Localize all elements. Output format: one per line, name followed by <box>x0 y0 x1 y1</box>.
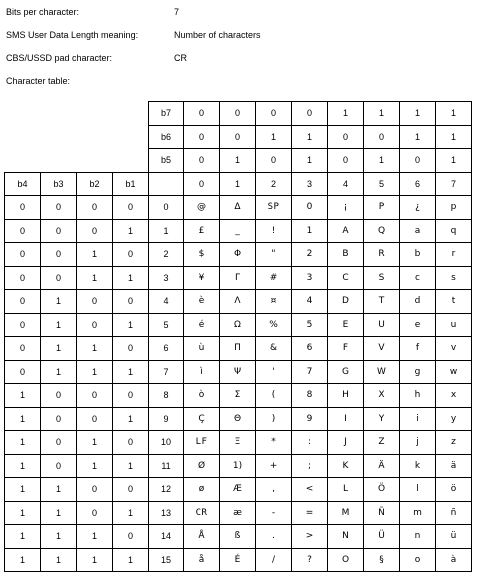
character-cell: " <box>256 243 292 267</box>
character-cell: E <box>328 313 364 337</box>
low-bit-header: b2 <box>77 172 113 196</box>
column-header: 3 <box>292 172 328 196</box>
character-cell: F <box>328 337 364 361</box>
character-cell: f <box>400 337 436 361</box>
high-bit-label: b7 <box>149 102 184 126</box>
character-cell: 5 <box>292 313 328 337</box>
character-cell: £ <box>184 219 220 243</box>
low-bit-value: 0 <box>77 196 113 220</box>
character-cell: # <box>256 266 292 290</box>
row-index: 2 <box>149 243 184 267</box>
character-cell: R <box>364 243 400 267</box>
low-bit-value: 0 <box>113 478 149 502</box>
low-bit-value: 0 <box>41 431 77 455</box>
character-cell: o <box>400 548 436 572</box>
character-cell: 1) <box>220 454 256 478</box>
low-bit-value: 0 <box>113 384 149 408</box>
character-cell: Q <box>364 219 400 243</box>
character-cell: M <box>328 501 364 525</box>
low-bit-value: 1 <box>5 454 41 478</box>
table-row <box>5 431 472 455</box>
low-bit-value: 0 <box>41 407 77 431</box>
character-cell: + <box>256 454 292 478</box>
high-bit-label: b6 <box>149 125 184 149</box>
character-cell: i <box>400 407 436 431</box>
table-row <box>5 266 472 290</box>
row-index: 11 <box>149 454 184 478</box>
character-cell: 0 <box>292 196 328 220</box>
low-bit-value: 0 <box>77 384 113 408</box>
character-cell: a <box>400 219 436 243</box>
row-index: 12 <box>149 478 184 502</box>
character-cell: V <box>364 337 400 361</box>
table-row <box>5 196 472 220</box>
table-caption-text: Character table: <box>6 76 71 86</box>
low-bit-value: 1 <box>41 313 77 337</box>
low-bit-value: 1 <box>113 360 149 384</box>
character-cell: z <box>436 431 472 455</box>
info-label: Bits per character: <box>6 7 80 17</box>
high-bit-value: 0 <box>184 149 220 173</box>
character-cell: > <box>292 525 328 549</box>
low-bit-value: 1 <box>5 548 41 572</box>
high-bit-value: 1 <box>292 149 328 173</box>
low-bit-value: 1 <box>77 548 113 572</box>
character-cell: L <box>328 478 364 502</box>
low-bit-value: 0 <box>41 243 77 267</box>
character-table-body <box>5 102 472 572</box>
low-bit-value: 0 <box>41 196 77 220</box>
character-cell: : <box>292 431 328 455</box>
character-cell: Ü <box>364 525 400 549</box>
high-bit-value: 1 <box>436 102 472 126</box>
character-cell: Φ <box>220 243 256 267</box>
high-bit-value: 0 <box>328 149 364 173</box>
low-bit-value: 1 <box>41 548 77 572</box>
character-cell: s <box>436 266 472 290</box>
low-bit-value: 1 <box>113 219 149 243</box>
character-cell: ø <box>184 478 220 502</box>
character-cell: C <box>328 266 364 290</box>
character-cell: 7 <box>292 360 328 384</box>
character-cell: Ñ <box>364 501 400 525</box>
character-cell: d <box>400 290 436 314</box>
row-index: 10 <box>149 431 184 455</box>
table-row <box>5 454 472 478</box>
character-cell: Ø <box>184 454 220 478</box>
character-cell: t <box>436 290 472 314</box>
low-bit-value: 1 <box>41 525 77 549</box>
table-row <box>5 548 472 572</box>
character-cell: ! <box>256 219 292 243</box>
low-bit-value: 1 <box>41 360 77 384</box>
low-bit-value: 0 <box>77 407 113 431</box>
character-cell: T <box>364 290 400 314</box>
high-bit-row <box>5 149 472 173</box>
character-cell: Π <box>220 337 256 361</box>
column-header-row <box>5 172 472 196</box>
character-cell: X <box>364 384 400 408</box>
character-cell: D <box>328 290 364 314</box>
character-cell: c <box>400 266 436 290</box>
character-cell: G <box>328 360 364 384</box>
character-cell: U <box>364 313 400 337</box>
table-row <box>5 337 472 361</box>
low-bit-value: 0 <box>5 266 41 290</box>
high-bit-value: 1 <box>400 125 436 149</box>
table-corner-blank <box>5 149 149 173</box>
table-row <box>5 501 472 525</box>
low-bit-value: 0 <box>77 219 113 243</box>
low-bit-value: 0 <box>113 337 149 361</box>
character-cell: p <box>436 196 472 220</box>
character-cell: < <box>292 478 328 502</box>
character-cell: n <box>400 525 436 549</box>
character-cell: ü <box>436 525 472 549</box>
low-bit-value: 1 <box>77 337 113 361</box>
high-bit-label: b5 <box>149 149 184 173</box>
character-cell: h <box>400 384 436 408</box>
character-cell: Ç <box>184 407 220 431</box>
character-cell: É <box>220 548 256 572</box>
character-cell: 3 <box>292 266 328 290</box>
low-bit-value: 0 <box>41 266 77 290</box>
low-bit-value: 1 <box>5 478 41 502</box>
column-header: 1 <box>220 172 256 196</box>
low-bit-value: 0 <box>77 290 113 314</box>
character-cell: Å <box>184 525 220 549</box>
character-cell: Δ <box>220 196 256 220</box>
character-cell: x <box>436 384 472 408</box>
table-row <box>5 478 472 502</box>
character-cell: O <box>328 548 364 572</box>
character-cell: ö <box>436 478 472 502</box>
character-cell: m <box>400 501 436 525</box>
character-cell: & <box>256 337 292 361</box>
column-header: 2 <box>256 172 292 196</box>
character-cell: ò <box>184 384 220 408</box>
table-row <box>5 360 472 384</box>
info-label: CBS/USSD pad character: <box>6 53 113 63</box>
character-cell: @ <box>184 196 220 220</box>
character-cell: l <box>400 478 436 502</box>
character-cell: Y <box>364 407 400 431</box>
character-cell: ; <box>292 454 328 478</box>
character-cell: ä <box>436 454 472 478</box>
high-bit-value: 1 <box>364 149 400 173</box>
row-index: 0 <box>149 196 184 220</box>
table-corner-blank <box>5 125 149 149</box>
low-bit-value: 0 <box>41 454 77 478</box>
low-bit-value: 0 <box>5 313 41 337</box>
low-bit-value: 1 <box>41 478 77 502</box>
low-bit-value: 0 <box>41 219 77 243</box>
low-bit-value: 1 <box>113 266 149 290</box>
character-cell: ¡ <box>328 196 364 220</box>
character-cell: Ψ <box>220 360 256 384</box>
table-row <box>5 525 472 549</box>
row-index: 5 <box>149 313 184 337</box>
low-bit-value: 0 <box>77 478 113 502</box>
high-bit-value: 1 <box>328 102 364 126</box>
high-bit-row <box>5 125 472 149</box>
character-cell: y <box>436 407 472 431</box>
high-bit-value: 1 <box>364 102 400 126</box>
low-bit-value: 1 <box>77 266 113 290</box>
character-cell: u <box>436 313 472 337</box>
row-index: 8 <box>149 384 184 408</box>
character-cell: ¤ <box>256 290 292 314</box>
low-bit-value: 1 <box>113 548 149 572</box>
character-cell: P <box>364 196 400 220</box>
character-cell: Θ <box>220 407 256 431</box>
character-cell: ) <box>256 407 292 431</box>
character-cell: % <box>256 313 292 337</box>
column-header: 6 <box>400 172 436 196</box>
high-bit-value: 0 <box>256 102 292 126</box>
low-bit-value: 0 <box>113 431 149 455</box>
character-cell: CR <box>184 501 220 525</box>
character-cell: b <box>400 243 436 267</box>
character-cell: e <box>400 313 436 337</box>
table-row <box>5 290 472 314</box>
character-cell: 4 <box>292 290 328 314</box>
character-cell: w <box>436 360 472 384</box>
character-cell: J <box>328 431 364 455</box>
low-bit-value: 1 <box>77 525 113 549</box>
low-bit-value: 1 <box>5 384 41 408</box>
character-cell: = <box>292 501 328 525</box>
low-bit-value: 0 <box>113 196 149 220</box>
character-cell: ¥ <box>184 266 220 290</box>
row-index-header-blank <box>149 172 184 196</box>
character-cell: K <box>328 454 364 478</box>
character-cell: . <box>256 525 292 549</box>
low-bit-value: 1 <box>113 454 149 478</box>
low-bit-value: 1 <box>5 525 41 549</box>
high-bit-value: 0 <box>220 102 256 126</box>
low-bit-value: 0 <box>41 384 77 408</box>
low-bit-value: 1 <box>77 431 113 455</box>
character-cell: k <box>400 454 436 478</box>
low-bit-value: 1 <box>77 360 113 384</box>
low-bit-value: 1 <box>113 501 149 525</box>
low-bit-header: b1 <box>113 172 149 196</box>
character-cell: ' <box>256 360 292 384</box>
character-cell: 9 <box>292 407 328 431</box>
character-cell: Ä <box>364 454 400 478</box>
low-bit-value: 0 <box>5 219 41 243</box>
table-row <box>5 219 472 243</box>
character-cell: ¿ <box>400 196 436 220</box>
character-cell: N <box>328 525 364 549</box>
high-bit-value: 1 <box>220 149 256 173</box>
row-index: 13 <box>149 501 184 525</box>
table-row <box>5 407 472 431</box>
character-cell: 2 <box>292 243 328 267</box>
character-cell: LF <box>184 431 220 455</box>
character-cell: æ <box>220 501 256 525</box>
character-cell: ù <box>184 337 220 361</box>
high-bit-value: 0 <box>220 125 256 149</box>
high-bit-value: 1 <box>436 149 472 173</box>
character-cell: à <box>436 548 472 572</box>
high-bit-value: 1 <box>436 125 472 149</box>
low-bit-value: 1 <box>113 407 149 431</box>
low-bit-value: 0 <box>113 243 149 267</box>
low-bit-header: b4 <box>5 172 41 196</box>
row-index: 9 <box>149 407 184 431</box>
high-bit-value: 1 <box>400 102 436 126</box>
character-cell: q <box>436 219 472 243</box>
character-cell: Æ <box>220 478 256 502</box>
character-cell: 1 <box>292 219 328 243</box>
character-cell: Λ <box>220 290 256 314</box>
character-cell: - <box>256 501 292 525</box>
character-cell: , <box>256 478 292 502</box>
character-cell: I <box>328 407 364 431</box>
low-bit-value: 1 <box>77 243 113 267</box>
character-cell: B <box>328 243 364 267</box>
low-bit-value: 1 <box>5 501 41 525</box>
character-cell: å <box>184 548 220 572</box>
low-bit-value: 0 <box>5 290 41 314</box>
high-bit-value: 0 <box>400 149 436 173</box>
column-header: 7 <box>436 172 472 196</box>
character-cell: r <box>436 243 472 267</box>
character-cell: S <box>364 266 400 290</box>
high-bit-value: 1 <box>256 125 292 149</box>
row-index: 6 <box>149 337 184 361</box>
character-cell: / <box>256 548 292 572</box>
table-corner-blank <box>5 102 149 126</box>
character-cell: 8 <box>292 384 328 408</box>
low-bit-header: b3 <box>41 172 77 196</box>
character-cell: j <box>400 431 436 455</box>
character-cell: ? <box>292 548 328 572</box>
character-table <box>4 101 472 572</box>
character-cell: Ö <box>364 478 400 502</box>
character-cell: Ω <box>220 313 256 337</box>
table-row <box>5 384 472 408</box>
high-bit-value: 1 <box>292 125 328 149</box>
character-cell: Ξ <box>220 431 256 455</box>
character-cell: v <box>436 337 472 361</box>
info-value: CR <box>174 53 187 63</box>
character-cell: Γ <box>220 266 256 290</box>
character-cell: ( <box>256 384 292 408</box>
column-header: 0 <box>184 172 220 196</box>
low-bit-value: 0 <box>113 290 149 314</box>
character-cell: ß <box>220 525 256 549</box>
low-bit-value: 1 <box>5 407 41 431</box>
character-cell: ì <box>184 360 220 384</box>
character-cell: è <box>184 290 220 314</box>
character-cell: § <box>364 548 400 572</box>
low-bit-value: 0 <box>113 525 149 549</box>
character-cell: $ <box>184 243 220 267</box>
low-bit-value: 1 <box>41 290 77 314</box>
low-bit-value: 1 <box>5 431 41 455</box>
high-bit-value: 0 <box>364 125 400 149</box>
row-index: 3 <box>149 266 184 290</box>
table-row <box>5 243 472 267</box>
info-label: SMS User Data Length meaning: <box>6 30 139 40</box>
row-index: 15 <box>149 548 184 572</box>
low-bit-value: 1 <box>41 337 77 361</box>
high-bit-row <box>5 102 472 126</box>
info-value: 7 <box>174 7 180 17</box>
low-bit-value: 1 <box>113 313 149 337</box>
character-cell: H <box>328 384 364 408</box>
row-index: 4 <box>149 290 184 314</box>
character-cell: _ <box>220 219 256 243</box>
low-bit-value: 0 <box>77 501 113 525</box>
character-cell: W <box>364 360 400 384</box>
low-bit-value: 0 <box>5 337 41 361</box>
high-bit-value: 0 <box>184 102 220 126</box>
low-bit-value: 1 <box>41 501 77 525</box>
character-cell: ñ <box>436 501 472 525</box>
character-cell: Σ <box>220 384 256 408</box>
row-index: 1 <box>149 219 184 243</box>
high-bit-value: 0 <box>256 149 292 173</box>
info-value: Number of characters <box>174 30 261 40</box>
low-bit-value: 1 <box>77 454 113 478</box>
character-cell: Z <box>364 431 400 455</box>
table-row <box>5 313 472 337</box>
character-cell: SP <box>256 196 292 220</box>
low-bit-value: 0 <box>77 313 113 337</box>
character-cell: * <box>256 431 292 455</box>
row-index: 7 <box>149 360 184 384</box>
column-header: 5 <box>364 172 400 196</box>
high-bit-value: 0 <box>328 125 364 149</box>
character-cell: é <box>184 313 220 337</box>
low-bit-value: 0 <box>5 360 41 384</box>
low-bit-value: 0 <box>5 243 41 267</box>
high-bit-value: 0 <box>292 102 328 126</box>
row-index: 14 <box>149 525 184 549</box>
high-bit-value: 0 <box>184 125 220 149</box>
character-cell: g <box>400 360 436 384</box>
column-header: 4 <box>328 172 364 196</box>
low-bit-value: 0 <box>5 196 41 220</box>
character-cell: A <box>328 219 364 243</box>
character-cell: 6 <box>292 337 328 361</box>
